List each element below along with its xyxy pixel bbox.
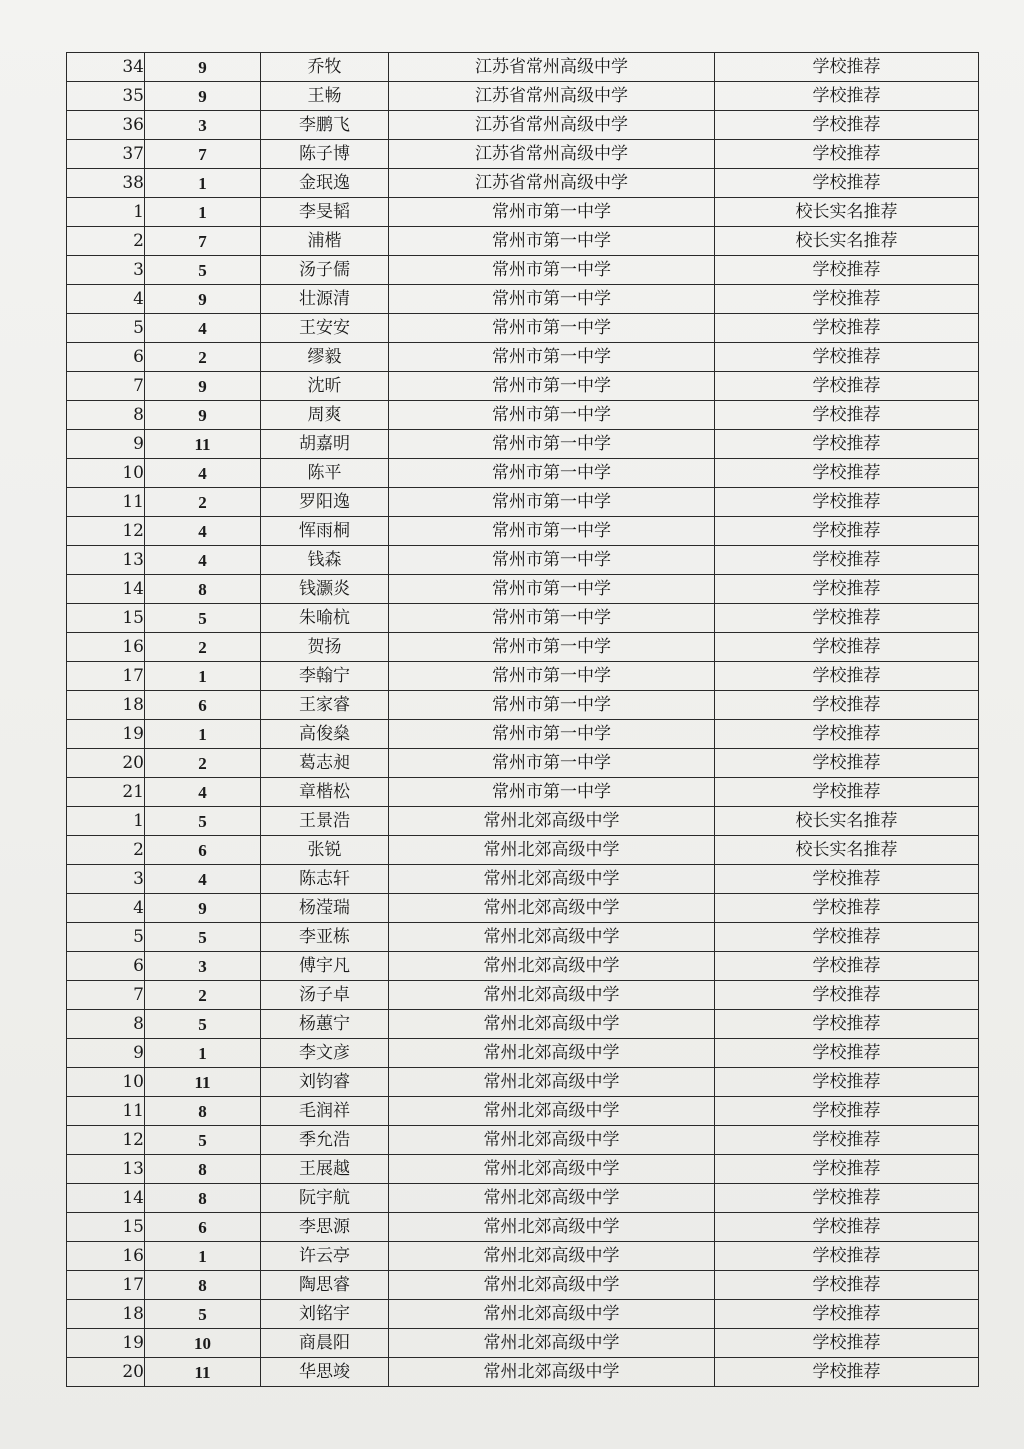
table-row [67, 401, 979, 430]
group-number: 9 [145, 894, 261, 923]
group-number: 4 [145, 546, 261, 575]
row-index: 2 [67, 227, 145, 256]
table-row [67, 865, 979, 894]
school-name: 常州北郊高级中学 [389, 952, 715, 981]
row-index: 9 [67, 1039, 145, 1068]
recommendation-type: 学校推荐 [715, 1184, 979, 1213]
school-name: 常州市第一中学 [389, 488, 715, 517]
row-index: 6 [67, 343, 145, 372]
group-number: 10 [145, 1329, 261, 1358]
recommendation-type: 学校推荐 [715, 169, 979, 198]
student-name: 葛志昶 [261, 749, 389, 778]
table-row [67, 1010, 979, 1039]
row-index: 17 [67, 662, 145, 691]
row-index: 12 [67, 517, 145, 546]
group-number: 9 [145, 53, 261, 82]
student-name: 杨蕙宁 [261, 1010, 389, 1039]
group-number: 1 [145, 169, 261, 198]
recommendation-type: 学校推荐 [715, 1213, 979, 1242]
table-row [67, 1213, 979, 1242]
student-name: 罗阳逸 [261, 488, 389, 517]
recommendation-type: 学校推荐 [715, 372, 979, 401]
student-name: 钱灏炎 [261, 575, 389, 604]
student-name: 高俊燊 [261, 720, 389, 749]
school-name: 常州市第一中学 [389, 372, 715, 401]
student-name: 汤子儒 [261, 256, 389, 285]
school-name: 江苏省常州高级中学 [389, 53, 715, 82]
table-row [67, 314, 979, 343]
school-name: 常州北郊高级中学 [389, 894, 715, 923]
group-number: 1 [145, 1039, 261, 1068]
recommendation-type: 学校推荐 [715, 140, 979, 169]
school-name: 常州市第一中学 [389, 256, 715, 285]
student-name: 沈昕 [261, 372, 389, 401]
group-number: 1 [145, 720, 261, 749]
table-row [67, 343, 979, 372]
recommendation-type: 学校推荐 [715, 82, 979, 111]
row-index: 1 [67, 807, 145, 836]
school-name: 常州北郊高级中学 [389, 1300, 715, 1329]
table-row [67, 82, 979, 111]
student-name: 钱森 [261, 546, 389, 575]
table-row [67, 749, 979, 778]
student-name: 张锐 [261, 836, 389, 865]
student-name: 李鹏飞 [261, 111, 389, 140]
group-number: 8 [145, 1184, 261, 1213]
group-number: 11 [145, 1068, 261, 1097]
row-index: 7 [67, 372, 145, 401]
table-row [67, 1271, 979, 1300]
group-number: 4 [145, 459, 261, 488]
school-name: 常州市第一中学 [389, 430, 715, 459]
group-number: 4 [145, 778, 261, 807]
group-number: 11 [145, 1358, 261, 1387]
student-name: 汤子卓 [261, 981, 389, 1010]
recommendation-type: 学校推荐 [715, 778, 979, 807]
row-index: 5 [67, 923, 145, 952]
row-index: 20 [67, 1358, 145, 1387]
school-name: 常州北郊高级中学 [389, 1010, 715, 1039]
school-name: 常州北郊高级中学 [389, 923, 715, 952]
student-name: 王展越 [261, 1155, 389, 1184]
student-name: 王畅 [261, 82, 389, 111]
group-number: 8 [145, 1097, 261, 1126]
row-index: 19 [67, 1329, 145, 1358]
school-name: 常州市第一中学 [389, 662, 715, 691]
recommendation-type: 学校推荐 [715, 488, 979, 517]
row-index: 8 [67, 1010, 145, 1039]
group-number: 8 [145, 1155, 261, 1184]
student-name: 毛润祥 [261, 1097, 389, 1126]
row-index: 5 [67, 314, 145, 343]
recommendation-type: 学校推荐 [715, 1126, 979, 1155]
school-name: 江苏省常州高级中学 [389, 169, 715, 198]
student-name: 陈志轩 [261, 865, 389, 894]
group-number: 5 [145, 1126, 261, 1155]
school-name: 常州市第一中学 [389, 691, 715, 720]
row-index: 20 [67, 749, 145, 778]
recommendation-type: 学校推荐 [715, 111, 979, 140]
table-row [67, 1097, 979, 1126]
recommendation-type: 学校推荐 [715, 53, 979, 82]
table-row [67, 1242, 979, 1271]
row-index: 18 [67, 1300, 145, 1329]
row-index: 8 [67, 401, 145, 430]
group-number: 5 [145, 807, 261, 836]
recommendation-type: 学校推荐 [715, 575, 979, 604]
recommendation-type: 学校推荐 [715, 459, 979, 488]
school-name: 常州北郊高级中学 [389, 1039, 715, 1068]
recommendation-type: 学校推荐 [715, 749, 979, 778]
school-name: 常州市第一中学 [389, 575, 715, 604]
student-name: 金珉逸 [261, 169, 389, 198]
row-index: 15 [67, 604, 145, 633]
group-number: 8 [145, 575, 261, 604]
row-index: 16 [67, 1242, 145, 1271]
school-name: 常州市第一中学 [389, 546, 715, 575]
student-name: 缪毅 [261, 343, 389, 372]
row-index: 9 [67, 430, 145, 459]
group-number: 5 [145, 923, 261, 952]
group-number: 6 [145, 1213, 261, 1242]
table-row [67, 981, 979, 1010]
group-number: 4 [145, 517, 261, 546]
recommendation-type: 学校推荐 [715, 517, 979, 546]
school-name: 常州北郊高级中学 [389, 1358, 715, 1387]
table-row [67, 836, 979, 865]
roster-body [67, 53, 979, 1387]
school-name: 常州北郊高级中学 [389, 807, 715, 836]
student-name: 朱喻杭 [261, 604, 389, 633]
school-name: 常州市第一中学 [389, 604, 715, 633]
recommendation-type: 学校推荐 [715, 1271, 979, 1300]
school-name: 常州北郊高级中学 [389, 1271, 715, 1300]
student-name: 乔牧 [261, 53, 389, 82]
recommendation-type: 学校推荐 [715, 1010, 979, 1039]
school-name: 常州市第一中学 [389, 720, 715, 749]
student-name: 贺扬 [261, 633, 389, 662]
school-name: 常州市第一中学 [389, 633, 715, 662]
table-row [67, 488, 979, 517]
recommendation-type: 学校推荐 [715, 952, 979, 981]
row-index: 18 [67, 691, 145, 720]
recommendation-type: 校长实名推荐 [715, 807, 979, 836]
group-number: 5 [145, 1010, 261, 1039]
table-row [67, 285, 979, 314]
row-index: 13 [67, 546, 145, 575]
group-number: 2 [145, 981, 261, 1010]
student-name: 周爽 [261, 401, 389, 430]
school-name: 常州北郊高级中学 [389, 836, 715, 865]
recommendation-type: 学校推荐 [715, 285, 979, 314]
school-name: 常州北郊高级中学 [389, 1213, 715, 1242]
recommendation-type: 学校推荐 [715, 1242, 979, 1271]
table-row [67, 1068, 979, 1097]
school-name: 常州北郊高级中学 [389, 1155, 715, 1184]
student-name: 王安安 [261, 314, 389, 343]
row-index: 1 [67, 198, 145, 227]
table-row [67, 575, 979, 604]
table-row [67, 1039, 979, 1068]
group-number: 6 [145, 691, 261, 720]
table-row [67, 778, 979, 807]
group-number: 11 [145, 430, 261, 459]
table-row [67, 140, 979, 169]
school-name: 常州北郊高级中学 [389, 1242, 715, 1271]
table-row [67, 633, 979, 662]
student-name: 阮宇航 [261, 1184, 389, 1213]
group-number: 1 [145, 198, 261, 227]
school-name: 常州市第一中学 [389, 749, 715, 778]
table-row [67, 1126, 979, 1155]
school-name: 江苏省常州高级中学 [389, 140, 715, 169]
recommendation-type: 学校推荐 [715, 865, 979, 894]
group-number: 5 [145, 604, 261, 633]
row-index: 6 [67, 952, 145, 981]
group-number: 3 [145, 952, 261, 981]
recommendation-type: 校长实名推荐 [715, 198, 979, 227]
group-number: 9 [145, 372, 261, 401]
student-name: 李文彦 [261, 1039, 389, 1068]
group-number: 4 [145, 314, 261, 343]
table-row [67, 256, 979, 285]
student-name: 杨滢瑞 [261, 894, 389, 923]
row-index: 11 [67, 488, 145, 517]
student-name: 商晨阳 [261, 1329, 389, 1358]
school-name: 常州市第一中学 [389, 401, 715, 430]
recommendation-type: 校长实名推荐 [715, 227, 979, 256]
table-row [67, 1329, 979, 1358]
table-row [67, 720, 979, 749]
student-name: 李亚栋 [261, 923, 389, 952]
group-number: 1 [145, 662, 261, 691]
row-index: 19 [67, 720, 145, 749]
row-index: 14 [67, 1184, 145, 1213]
table-row [67, 372, 979, 401]
recommendation-type: 学校推荐 [715, 662, 979, 691]
student-name: 李翰宁 [261, 662, 389, 691]
student-name: 华思竣 [261, 1358, 389, 1387]
recommendation-type: 校长实名推荐 [715, 836, 979, 865]
group-number: 8 [145, 1271, 261, 1300]
row-index: 13 [67, 1155, 145, 1184]
row-index: 36 [67, 111, 145, 140]
group-number: 9 [145, 82, 261, 111]
recommendation-type: 学校推荐 [715, 1329, 979, 1358]
student-name: 陈平 [261, 459, 389, 488]
student-name: 李旻韬 [261, 198, 389, 227]
school-name: 常州北郊高级中学 [389, 1068, 715, 1097]
school-name: 常州市第一中学 [389, 459, 715, 488]
recommendation-type: 学校推荐 [715, 720, 979, 749]
group-number: 9 [145, 401, 261, 430]
recommendation-type: 学校推荐 [715, 633, 979, 662]
school-name: 常州北郊高级中学 [389, 865, 715, 894]
group-number: 3 [145, 111, 261, 140]
student-name: 胡嘉明 [261, 430, 389, 459]
table-row [67, 169, 979, 198]
student-name: 陶思睿 [261, 1271, 389, 1300]
student-name: 章楷松 [261, 778, 389, 807]
recommendation-type: 学校推荐 [715, 1358, 979, 1387]
table-row [67, 546, 979, 575]
table-row [67, 923, 979, 952]
table-row [67, 952, 979, 981]
school-name: 常州北郊高级中学 [389, 981, 715, 1010]
table-row [67, 807, 979, 836]
student-name: 刘铭宇 [261, 1300, 389, 1329]
row-index: 38 [67, 169, 145, 198]
table-row [67, 459, 979, 488]
student-name: 陈子博 [261, 140, 389, 169]
student-name: 王景浩 [261, 807, 389, 836]
recommendation-type: 学校推荐 [715, 314, 979, 343]
group-number: 1 [145, 1242, 261, 1271]
student-roster-table [66, 52, 979, 1387]
recommendation-type: 学校推荐 [715, 1300, 979, 1329]
row-index: 17 [67, 1271, 145, 1300]
table-row [67, 604, 979, 633]
table-row [67, 662, 979, 691]
group-number: 6 [145, 836, 261, 865]
school-name: 常州北郊高级中学 [389, 1126, 715, 1155]
table-row [67, 430, 979, 459]
recommendation-type: 学校推荐 [715, 343, 979, 372]
group-number: 2 [145, 633, 261, 662]
table-row [67, 111, 979, 140]
recommendation-type: 学校推荐 [715, 981, 979, 1010]
recommendation-type: 学校推荐 [715, 1097, 979, 1126]
student-name: 傅宇凡 [261, 952, 389, 981]
row-index: 21 [67, 778, 145, 807]
table-row [67, 894, 979, 923]
row-index: 35 [67, 82, 145, 111]
recommendation-type: 学校推荐 [715, 546, 979, 575]
group-number: 5 [145, 256, 261, 285]
group-number: 2 [145, 488, 261, 517]
row-index: 3 [67, 865, 145, 894]
school-name: 江苏省常州高级中学 [389, 82, 715, 111]
recommendation-type: 学校推荐 [715, 430, 979, 459]
recommendation-type: 学校推荐 [715, 1068, 979, 1097]
student-name: 王家睿 [261, 691, 389, 720]
school-name: 常州北郊高级中学 [389, 1184, 715, 1213]
group-number: 7 [145, 227, 261, 256]
recommendation-type: 学校推荐 [715, 256, 979, 285]
row-index: 3 [67, 256, 145, 285]
recommendation-type: 学校推荐 [715, 894, 979, 923]
row-index: 15 [67, 1213, 145, 1242]
student-name: 刘钧睿 [261, 1068, 389, 1097]
row-index: 11 [67, 1097, 145, 1126]
row-index: 34 [67, 53, 145, 82]
school-name: 常州市第一中学 [389, 517, 715, 546]
table-row [67, 227, 979, 256]
recommendation-type: 学校推荐 [715, 691, 979, 720]
row-index: 4 [67, 285, 145, 314]
group-number: 2 [145, 343, 261, 372]
school-name: 常州市第一中学 [389, 198, 715, 227]
group-number: 5 [145, 1300, 261, 1329]
row-index: 10 [67, 1068, 145, 1097]
student-name: 许云亭 [261, 1242, 389, 1271]
row-index: 37 [67, 140, 145, 169]
row-index: 10 [67, 459, 145, 488]
student-name: 季允浩 [261, 1126, 389, 1155]
school-name: 江苏省常州高级中学 [389, 111, 715, 140]
school-name: 常州市第一中学 [389, 314, 715, 343]
row-index: 7 [67, 981, 145, 1010]
recommendation-type: 学校推荐 [715, 1155, 979, 1184]
table-row [67, 53, 979, 82]
group-number: 2 [145, 749, 261, 778]
table-row [67, 1155, 979, 1184]
row-index: 4 [67, 894, 145, 923]
recommendation-type: 学校推荐 [715, 1039, 979, 1068]
student-name: 恽雨桐 [261, 517, 389, 546]
table-row [67, 1358, 979, 1387]
student-name: 浦楷 [261, 227, 389, 256]
school-name: 常州市第一中学 [389, 343, 715, 372]
row-index: 2 [67, 836, 145, 865]
table-row [67, 1300, 979, 1329]
school-name: 常州市第一中学 [389, 227, 715, 256]
student-name: 壮源清 [261, 285, 389, 314]
group-number: 7 [145, 140, 261, 169]
recommendation-type: 学校推荐 [715, 923, 979, 952]
school-name: 常州市第一中学 [389, 285, 715, 314]
recommendation-type: 学校推荐 [715, 401, 979, 430]
group-number: 9 [145, 285, 261, 314]
table-row [67, 517, 979, 546]
row-index: 14 [67, 575, 145, 604]
row-index: 16 [67, 633, 145, 662]
school-name: 常州北郊高级中学 [389, 1329, 715, 1358]
table-row [67, 198, 979, 227]
table-row [67, 691, 979, 720]
school-name: 常州北郊高级中学 [389, 1097, 715, 1126]
group-number: 4 [145, 865, 261, 894]
student-name: 李思源 [261, 1213, 389, 1242]
row-index: 12 [67, 1126, 145, 1155]
school-name: 常州市第一中学 [389, 778, 715, 807]
table-row [67, 1184, 979, 1213]
recommendation-type: 学校推荐 [715, 604, 979, 633]
